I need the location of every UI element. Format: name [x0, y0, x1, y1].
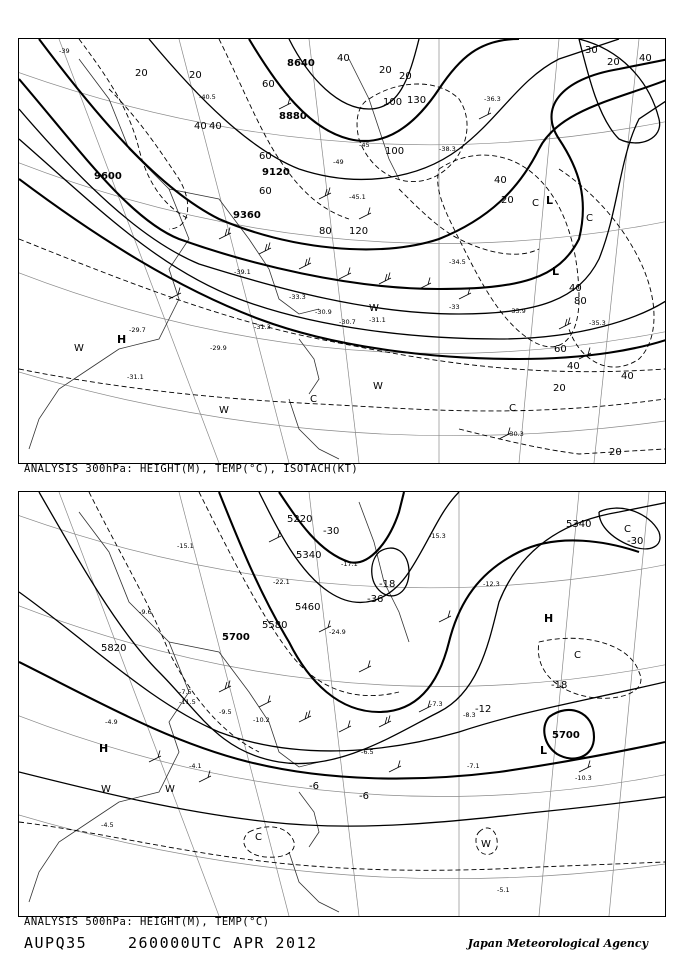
temp-label: -8.3	[463, 711, 476, 719]
isotach-label: 40	[639, 53, 652, 64]
isotach-label: 20	[607, 57, 620, 68]
temp-label: -39	[59, 47, 70, 55]
graticule-300	[19, 39, 665, 463]
isotach-labels-300	[135, 45, 652, 458]
cold-center-marker: C	[255, 832, 262, 843]
height-label: 5700	[222, 632, 250, 643]
temp-contour-label: -36	[367, 594, 384, 605]
isotach-label: 60	[259, 151, 272, 162]
temp-label: -33	[449, 303, 460, 311]
high-center-marker: H	[544, 612, 554, 625]
temp-label: -33.9	[509, 307, 526, 315]
temp-label: -35.3	[589, 319, 606, 327]
temp-label: -9.5	[219, 708, 232, 716]
temp-label: -24.9	[329, 628, 346, 636]
isotach-label: 130	[407, 95, 427, 106]
isotach-label: 20	[189, 70, 202, 81]
temp-contour-label: -30	[323, 526, 340, 537]
temp-label: -7.3	[430, 700, 443, 708]
isotach-label: 40	[567, 361, 580, 372]
temp-label: -39.1	[234, 268, 251, 276]
isotach-label: 20	[379, 65, 392, 76]
cold-center-marker: C	[509, 403, 516, 414]
low-center-marker: L	[540, 744, 548, 757]
panel-caption-500hpa: ANALYSIS 500hPa: HEIGHT(M), TEMP(°C)	[24, 916, 270, 928]
temp-label: -17.1	[341, 560, 358, 568]
isotach-label: 100	[383, 97, 403, 108]
temp-label: -31.1	[127, 373, 144, 381]
isotach-label: 40	[337, 53, 350, 64]
temp-contour-label: -18	[551, 680, 568, 691]
temp-contour-label: -30	[627, 536, 644, 547]
isotach-label: 40	[569, 283, 582, 294]
product-code: AUPQ35	[24, 934, 88, 952]
cold-center-marker: C	[310, 394, 317, 405]
isotach-label: 40	[621, 371, 634, 382]
temp-label: -12.3	[483, 580, 500, 588]
temp-label: -10.3	[575, 774, 592, 782]
map-panel-300hpa	[18, 38, 666, 464]
warm-center-marker: W	[101, 784, 111, 795]
height-label: 5220	[287, 514, 313, 525]
height-label: 9600	[94, 171, 122, 182]
panel-caption-300hpa: ANALYSIS 300hPa: HEIGHT(M), TEMP(°C), ISOTACH(KT)	[24, 463, 359, 475]
isotach-label: 20	[553, 383, 566, 394]
temp-label: -29.7	[129, 326, 146, 334]
isotach-label: 20	[609, 447, 622, 458]
agency-credit: Japan Meteorological Agency	[467, 937, 648, 950]
temp-label: -31.1	[369, 316, 386, 324]
temp-label: -34.5	[449, 258, 466, 266]
high-center-marker: H	[99, 742, 109, 755]
cold-center-marker: C	[574, 650, 581, 661]
temp-contour-label: -18	[379, 579, 396, 590]
cold-center-marker: C	[624, 524, 631, 535]
temp-label: -15.3	[429, 532, 446, 540]
temp-label: -11.5	[179, 698, 196, 706]
height-labels-500	[101, 514, 591, 741]
height-label: 5820	[101, 643, 127, 654]
height-label: 5340	[296, 550, 322, 561]
height-label: 9360	[233, 210, 261, 221]
warm-center-marker: W	[369, 303, 379, 314]
temp-label: -45	[359, 141, 370, 149]
isotach-label: 80	[319, 226, 332, 237]
map-panel-500hpa	[18, 491, 666, 917]
temp-label: -31.3	[254, 323, 271, 331]
warm-center-marker: W	[373, 381, 383, 392]
isotherms-500	[19, 492, 665, 870]
temp-contour-label: -6	[359, 791, 369, 802]
low-center-marker: L	[552, 265, 560, 278]
isotach-label: 60	[259, 186, 272, 197]
temp-contour-label: -12	[475, 704, 492, 715]
temp-label: -30.7	[339, 318, 356, 326]
temp-label: -6.5	[361, 748, 374, 756]
cold-center-marker: C	[532, 198, 539, 209]
isotach-label: 100	[385, 146, 405, 157]
coastlines-300	[29, 59, 399, 459]
temp-label: -4.1	[189, 762, 202, 770]
isotach-label: 40	[194, 121, 207, 132]
temp-label: -45.1	[349, 193, 366, 201]
isotach-label: 30	[585, 45, 598, 56]
isotach-label: 60	[262, 79, 275, 90]
isotach-label: 60	[554, 344, 567, 355]
height-contours-300	[19, 39, 665, 359]
isotach-label: 20	[135, 68, 148, 79]
temp-label: -5.1	[497, 886, 510, 894]
temp-label: -40.5	[199, 93, 216, 101]
centers-300	[74, 194, 593, 416]
temp-label: -38.3	[439, 145, 456, 153]
temp-label: -7.1	[467, 762, 480, 770]
height-label: 9120	[262, 167, 290, 178]
height-label: 8640	[287, 58, 315, 69]
temp-label: -30.3	[507, 430, 524, 438]
isotachs-300	[19, 84, 665, 454]
temp-label: -4.5	[101, 821, 114, 829]
valid-time: 260000UTC APR 2012	[128, 934, 318, 952]
isotach-label: 120	[349, 226, 369, 237]
isotach-label: 20	[399, 71, 412, 82]
temp-label: -4.9	[105, 718, 118, 726]
map-300hpa-svg	[19, 39, 665, 463]
isotach-label: 40	[494, 175, 507, 186]
isotach-label: 20	[501, 195, 514, 206]
height-contours-500	[19, 492, 665, 826]
temp-label: -49	[333, 158, 344, 166]
high-center-marker: H	[117, 333, 127, 346]
height-label: 8880	[279, 111, 307, 122]
height-labels-300	[94, 58, 315, 221]
warm-center-marker: W	[481, 839, 491, 850]
temp-contour-label: -6	[309, 781, 319, 792]
height-label: 5460	[295, 602, 321, 613]
warm-center-marker: W	[74, 343, 84, 354]
temp-label: -9.6	[139, 608, 152, 616]
temp-label: -36.3	[484, 95, 501, 103]
isotach-label: 80	[574, 296, 587, 307]
temp-label: -29.9	[210, 344, 227, 352]
isotach-label: 40	[209, 121, 222, 132]
warm-center-marker: W	[165, 784, 175, 795]
height-label: 5700	[552, 730, 580, 741]
temp-label: -10.2	[253, 716, 270, 724]
temp-label: -33.3	[289, 293, 306, 301]
map-500hpa-svg	[19, 492, 665, 916]
height-label: 5580	[262, 620, 288, 631]
temp-label: -7.5	[179, 688, 192, 696]
low-center-marker: L	[546, 194, 554, 207]
temp-label: -22.1	[273, 578, 290, 586]
temp-label: -30.9	[315, 308, 332, 316]
temp-label: -15.1	[177, 542, 194, 550]
temp-contour-labels-500	[309, 526, 643, 802]
height-label: 5340	[566, 519, 592, 530]
cold-center-marker: C	[586, 213, 593, 224]
warm-center-marker: W	[219, 405, 229, 416]
